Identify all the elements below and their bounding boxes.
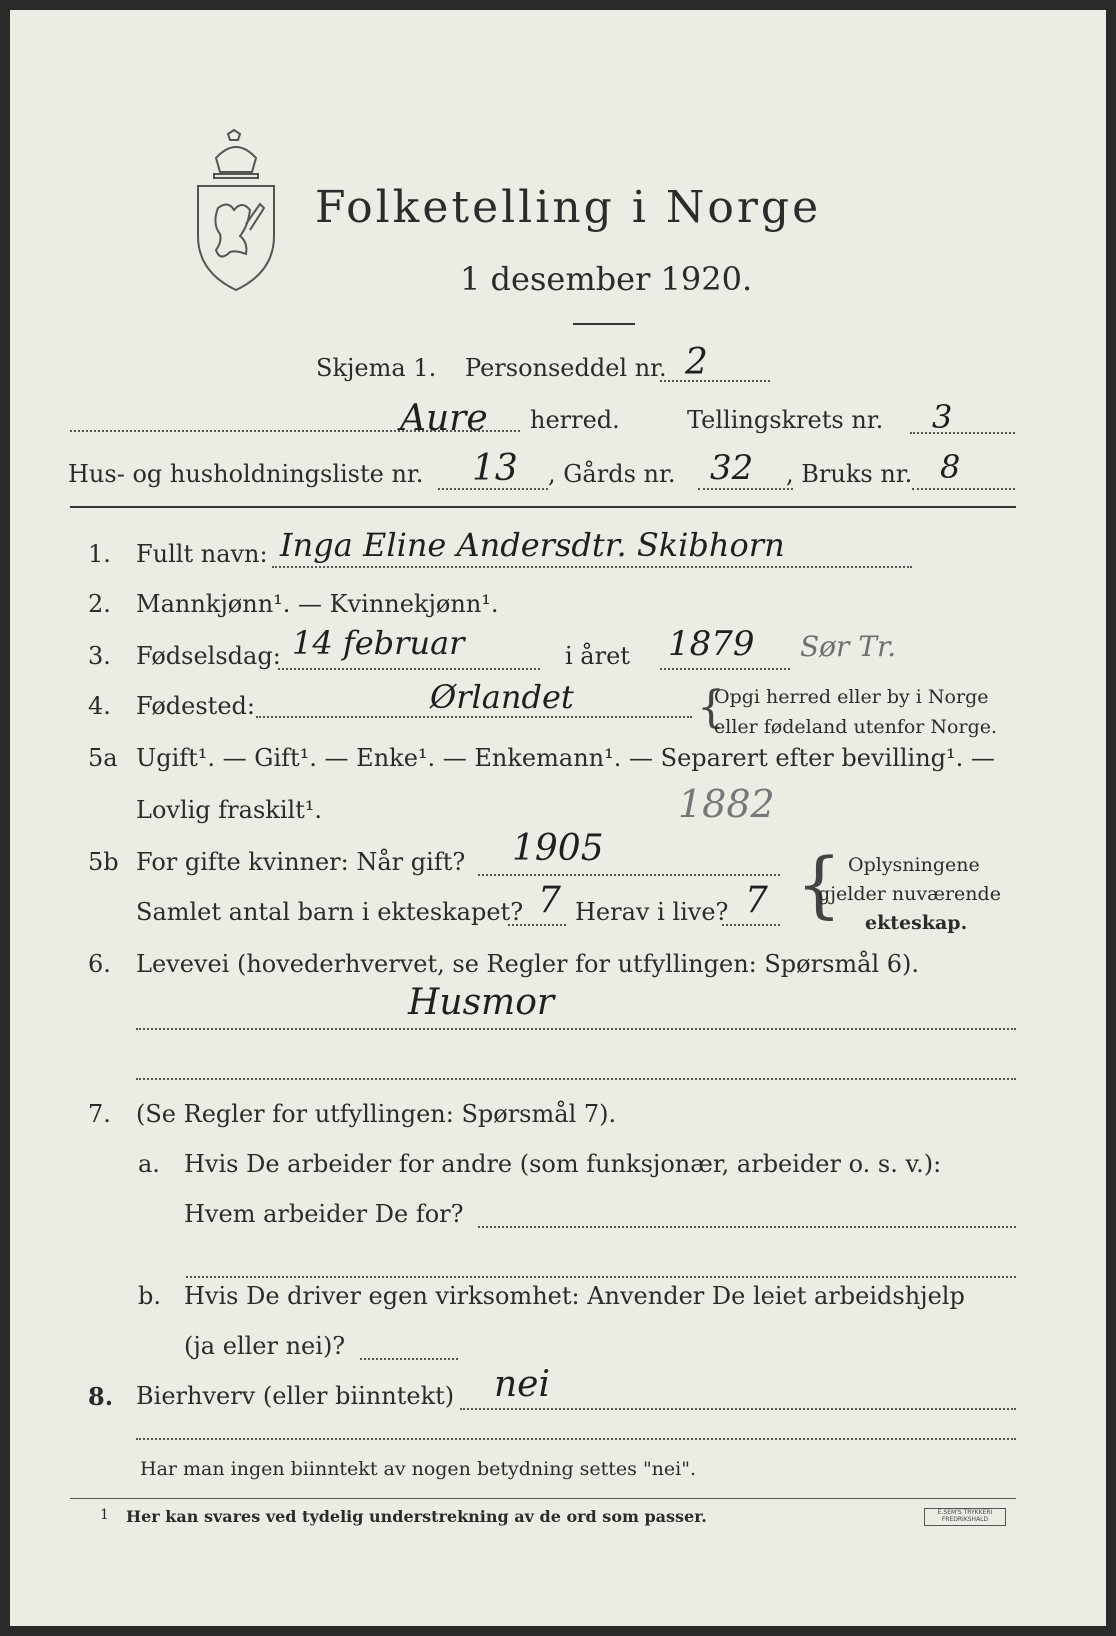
q4-label: Fødested:	[136, 692, 255, 720]
coat-of-arms-emblem	[188, 128, 284, 293]
bottom-note: Har man ingen biinntekt av nogen betydning settes "nei".	[140, 1458, 697, 1480]
q3-label: Fødselsdag:	[136, 642, 281, 670]
hus-value: 13	[472, 448, 518, 489]
bruks-line	[912, 488, 1015, 490]
q1-line	[272, 566, 912, 568]
q5b-number: 5b	[88, 848, 119, 876]
footnote-divider	[70, 1498, 1016, 1499]
q5b-label-3: Herav i live?	[575, 898, 729, 926]
personseddel-line	[660, 380, 770, 382]
footnote-text: Her kan svares ved tydelig understrekning av de ord som passer.	[126, 1507, 707, 1526]
gards-label: , Gårds nr.	[548, 460, 676, 488]
q7a-label-2: Hvem arbeider De for?	[184, 1200, 464, 1228]
q3-year-value: 1879	[668, 624, 755, 664]
q6-label: Levevei (hovederhvervet, se Regler for utfyllingen: Spørsmål 6).	[136, 950, 920, 978]
tellingskrets-label: Tellingskrets nr.	[687, 406, 884, 434]
q2-number: 2.	[88, 590, 111, 618]
q6-line-2	[136, 1078, 1016, 1080]
q4-hint-1: Opgi herred eller by i Norge	[714, 686, 989, 708]
q7a-label: Hvis De arbeider for andre (som funksjonær, arbeider o. s. v.):	[184, 1150, 942, 1178]
q4-value: Ørlandet	[430, 678, 574, 716]
personseddel-label: Personseddel nr.	[465, 354, 667, 382]
q3-note: Sør Tr.	[800, 630, 897, 663]
q6-line-1	[136, 1028, 1016, 1030]
q7b-number: b.	[138, 1282, 161, 1310]
printer-stamp: E.SEM'S TRYKKERI FREDRIKSHALD	[924, 1508, 1006, 1526]
footnote-mark: 1	[100, 1507, 109, 1523]
divider-short	[573, 323, 635, 325]
q5a-label-2: Lovlig fraskilt¹.	[136, 796, 323, 824]
skjema-label: Skjema 1.	[316, 354, 437, 382]
q5b-alive-value: 7	[745, 880, 768, 921]
q5b-label-2: Samlet antal barn i ekteskapet?	[136, 898, 524, 926]
q8-line	[460, 1408, 1016, 1410]
q4-line	[256, 716, 692, 718]
q7-number: 7.	[88, 1100, 111, 1128]
q7a-number: a.	[138, 1150, 160, 1178]
header-divider	[70, 506, 1016, 508]
q7a-line-2	[186, 1276, 1016, 1278]
q5a-note: 1882	[678, 782, 775, 826]
q3-day-line	[278, 668, 540, 670]
bruks-label: , Bruks nr.	[786, 460, 913, 488]
q4-hint-2: eller fødeland utenfor Norge.	[714, 716, 998, 738]
personseddel-value: 2	[685, 342, 708, 383]
q8-value: nei	[494, 1364, 551, 1405]
bruks-value: 8	[940, 448, 961, 486]
q3-day-value: 14 februar	[292, 624, 465, 662]
q5b-children-line	[508, 924, 566, 926]
q7-label: (Se Regler for utfyllingen: Spørsmål 7).	[136, 1100, 617, 1128]
herred-value: Aure	[400, 398, 488, 439]
q7b-label: Hvis De driver egen virksomhet: Anvender De leiet arbeidshjelp	[184, 1282, 965, 1310]
q1-value: Inga Eline Andersdtr. Skibhorn	[280, 526, 785, 564]
q4-bracket: {	[697, 682, 725, 733]
herred-label: herred.	[530, 406, 620, 434]
q7b-label-2: (ja eller nei)?	[184, 1332, 346, 1360]
hus-label: Hus- og husholdningsliste nr.	[68, 460, 424, 488]
q3-year-line	[660, 668, 790, 670]
form-title: Folketelling i Norge	[315, 182, 822, 233]
q1-number: 1.	[88, 540, 111, 568]
q5b-side-1: Oplysningene	[848, 854, 980, 876]
q5b-married-value: 1905	[512, 828, 604, 869]
tellingskrets-value: 3	[932, 398, 953, 436]
tellingskrets-line	[910, 432, 1015, 434]
q3-number: 3.	[88, 642, 111, 670]
gards-line	[698, 488, 793, 490]
census-form	[10, 10, 1106, 1626]
q7b-line	[360, 1358, 458, 1360]
gards-value: 32	[710, 448, 754, 488]
q5b-side-3: ekteskap.	[865, 912, 968, 934]
q5b-married-line	[478, 874, 780, 876]
q8-number: 8.	[88, 1382, 114, 1411]
q5b-bracket: {	[796, 842, 842, 926]
q3-year-label: i året	[565, 642, 630, 670]
q2-label: Mannkjønn¹. — Kvinnekjønn¹.	[136, 590, 499, 618]
q5b-children-value: 7	[538, 880, 561, 921]
q6-number: 6.	[88, 950, 111, 978]
form-date: 1 desember 1920.	[460, 260, 753, 298]
q4-number: 4.	[88, 692, 111, 720]
q1-label: Fullt navn:	[136, 540, 268, 568]
q5b-alive-line	[722, 924, 780, 926]
q5a-number: 5a	[88, 744, 118, 772]
q5a-label: Ugift¹. — Gift¹. — Enke¹. — Enkemann¹. — Separert efter bevilling¹. —	[136, 744, 995, 772]
q5b-label: For gifte kvinner: Når gift?	[136, 848, 466, 876]
q8-label: Bierhverv (eller biinntekt)	[136, 1382, 455, 1410]
q7a-line-1	[478, 1226, 1016, 1228]
q5b-side-2: gjelder nuværende	[818, 883, 1001, 905]
q8-line-2	[136, 1438, 1016, 1440]
q6-value: Husmor	[408, 982, 555, 1023]
